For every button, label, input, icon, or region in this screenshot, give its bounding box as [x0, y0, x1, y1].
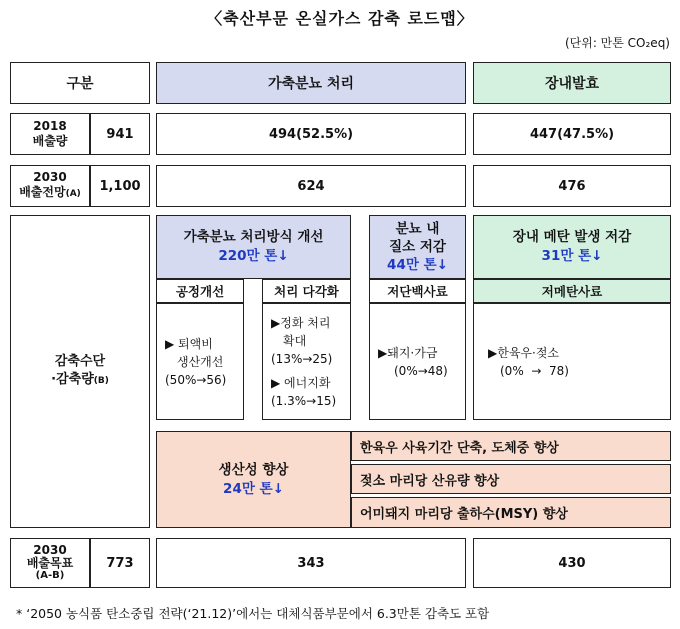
nitrogen-title-line1: 분뇨 내 [395, 221, 440, 237]
list-item: ▶정화 처리 [271, 315, 331, 330]
list-item: (50%→56) [165, 372, 227, 387]
nitrogen-amount: 44만 톤↓ [387, 257, 448, 273]
nitrogen-title-line2: 질소 저감 [389, 239, 446, 255]
list-item: (13%→25) [271, 351, 333, 366]
manure-method-title: 가축분뇨 처리방식 개선 [183, 229, 324, 245]
list-item: 확대 [283, 333, 307, 348]
row-label-reduction [10, 215, 150, 528]
row-label-line1: 2030 [33, 543, 67, 557]
enteric-2018: 447(47.5%) [473, 113, 671, 155]
productivity-amount: 24만 톤↓ [223, 480, 284, 497]
methane-amount: 31만 톤↓ [541, 248, 603, 264]
lowmethane-items [473, 303, 671, 420]
total-forecast: 1,100 [90, 165, 150, 207]
row-label-line2: 배출전망(A) [19, 185, 81, 199]
process-items [156, 303, 244, 420]
row-label-line1: 감축수단 [54, 354, 106, 369]
productivity-box [156, 431, 351, 528]
header-enteric: 장내발효 [473, 62, 671, 104]
header-category: 구분 [10, 62, 150, 104]
productivity-item-sow: 어미돼지 마리당 출하수(MSY) 향상 [351, 497, 671, 528]
list-item: ▶ 에너지화 [271, 375, 331, 390]
list-item: (0% → 78) [500, 363, 569, 378]
list-item: (1.3%→15) [271, 393, 337, 408]
enteric-target: 430 [473, 538, 671, 588]
list-item: ▶한육우·젖소 [488, 345, 560, 360]
row-label-line2: 배출량 [32, 134, 68, 148]
list-item: ▶ 퇴액비 [165, 336, 213, 351]
unit-note: (단위: 만톤 CO₂eq) [564, 36, 670, 50]
diversify-items [262, 303, 351, 420]
col-header-process: 공정개선 [156, 279, 244, 303]
col-header-lowmethane: 저메탄사료 [473, 279, 671, 303]
methane-title: 장내 메탄 발생 저감 [512, 229, 632, 245]
productivity-title: 생산성 향상 [218, 461, 289, 478]
list-item: ▶돼지·가금 [378, 345, 438, 360]
row-label-suffix: (A-B) [35, 570, 65, 581]
lowprotein-items [369, 303, 466, 420]
enteric-forecast: 476 [473, 165, 671, 207]
manure-target: 343 [156, 538, 466, 588]
manure-2018: 494(52.5%) [156, 113, 466, 155]
col-header-diversify: 처리 다각화 [262, 279, 351, 303]
list-item: (0%→48) [394, 363, 448, 378]
nitrogen-box [369, 215, 466, 279]
total-target: 773 [90, 538, 150, 588]
row-label-2018 [10, 113, 90, 155]
manure-forecast: 624 [156, 165, 466, 207]
footnote: * ‘2050 농식품 탄소중립 전략(‘21.12)’에서는 대체식품부문에서 6.3만톤 감축도 포함 [16, 606, 490, 621]
row-label-line2: 배출목표 [26, 556, 74, 570]
col-header-lowprotein: 저단백사료 [369, 279, 466, 303]
page-title: 〈축산부문 온실가스 감축 로드맵〉 [206, 9, 474, 28]
productivity-item-dairy: 젖소 마리당 산유량 향상 [351, 464, 671, 494]
methane-box [473, 215, 671, 279]
list-item: 생산개선 [177, 354, 224, 369]
row-label-line2: ·감축량(B) [51, 372, 109, 387]
manure-method-box [156, 215, 351, 279]
manure-method-amount: 220만 톤↓ [218, 248, 289, 264]
header-manure: 가축분뇨 처리 [156, 62, 466, 104]
row-label-line1: 2030 [33, 170, 67, 184]
row-label-forecast [10, 165, 90, 207]
row-label-target [10, 538, 90, 588]
row-label-line1: 2018 [33, 119, 67, 133]
total-2018: 941 [90, 113, 150, 155]
productivity-item-hanwoo: 한육우 사육기간 단축, 도체중 향상 [351, 431, 671, 461]
